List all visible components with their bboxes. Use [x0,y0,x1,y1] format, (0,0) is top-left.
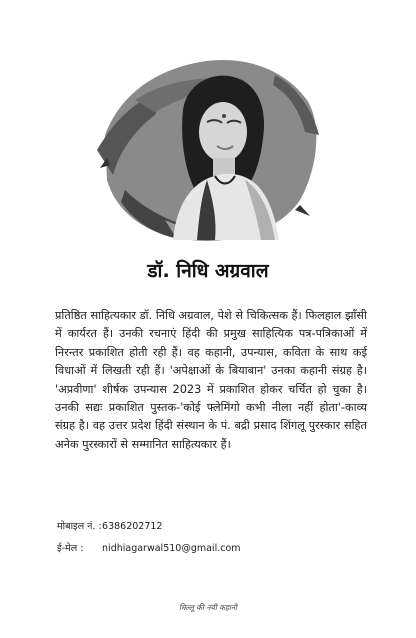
mobile-row [57,519,241,541]
contact-info [57,519,241,563]
mobile-label: मोबाइल नं. : [57,521,102,532]
bio-paragraph: प्रतिष्ठित साहित्यकार डॉ. निधि अग्रवाल, पेशे से चिकित्सक हैं। फिलहाल झाँसी में कार्यरत हैं। उनकी रचनाएं हिंदी की प्रमुख साहित्यिक पत्र-पत्रिकाओं में निरन्तर प्रकाशित होती रही हैं। वह कहानी, उपन्यास, कविता के साथ कई विधाओं में लिखती रही हैं। 'अपेक्षाओं के बियाबान' उनका कहानी संग्रह है। 'अप्रवीणा' शीर्षक उपन्यास 2023 में प्रकाशित होकर चर्चित हो चुका है। उनकी सद्यः प्रकाशित पुस्तक-'कोई फ्लेमिंगो कभी नीला नहीं होता'-काव्य संग्रह है। वह उत्तर प्रदेश हिंदी संस्थान के पं. बद्री प्रसाद शिंगलू पुरस्कार सहित अनेक पुरस्कारों से सम्मानित साहित्यकार हैं। [55,309,367,451]
email-label: ई-मेल : [57,543,84,554]
author-portrait [95,40,325,250]
mobile-number: 6386202712 [102,521,163,532]
portrait-image [95,40,325,250]
email-address: nidhiagarwal510@gmail.com [102,543,241,554]
author-bio [55,307,367,454]
running-footer: मिल्लू की नयी कहानी [179,603,237,612]
author-name: डॉ. निधि अग्रवाल [147,260,269,282]
email-row [57,541,241,563]
